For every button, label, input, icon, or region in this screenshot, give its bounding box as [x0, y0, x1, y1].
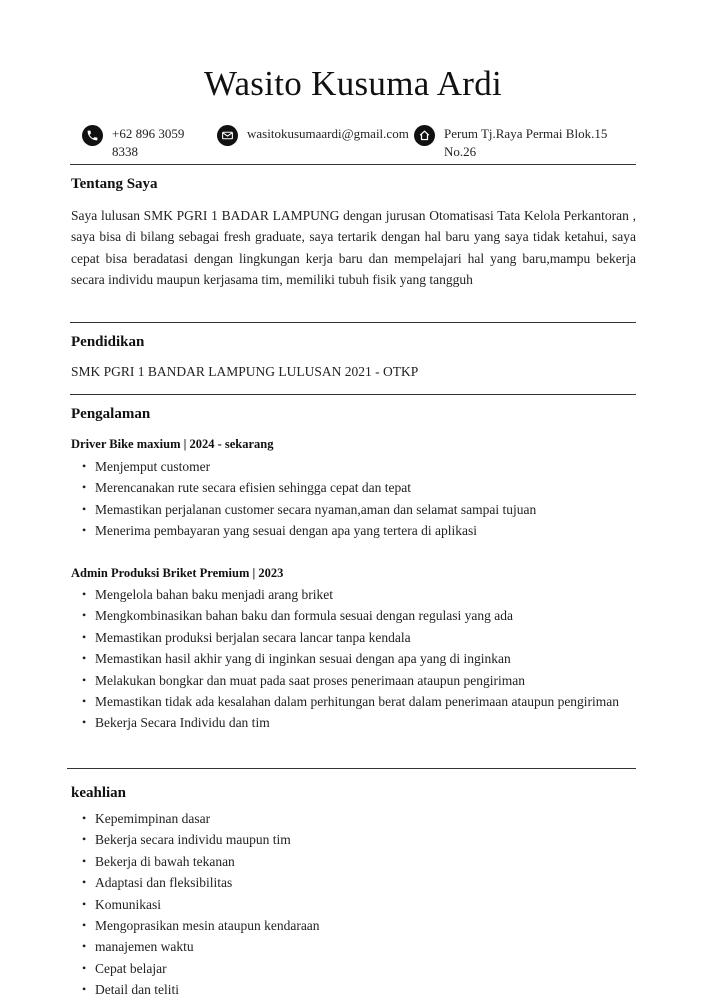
list-item: • Menerima pembayaran yang sesuai dengan apa yang tertera di aplikasi: [76, 520, 636, 541]
about-paragraph: Saya lulusan SMK PGRI 1 BADAR LAMPUNG dengan jurusan Otomatisasi Tata Kelola Perkantoran , saya bisa di bilang sebagai fresh graduate, saya tertarik dengan hal baru yang saya tidak ketahui, saya cepat bisa beradatasi dengan lingkungan kerja baru dan mempelajari hal yang baru,mampu bekerja secara individu maupun kerjasama tim, memiliki tubuh fisik yang tangguh: [71, 208, 636, 287]
list-item: • Mengkombinasikan bahan baku dan formula sesuai dengan regulasi yang ada: [76, 605, 636, 626]
contact-phone: [82, 125, 198, 161]
education-entry: SMK PGRI 1 BANDAR LAMPUNG LULUSAN 2021 - OTKP: [71, 364, 419, 379]
list-item: • Bekerja secara individu maupun tim: [76, 829, 636, 850]
contact-email: [217, 125, 407, 146]
list-item: • Merencanakan rute secara efisien sehingga cepat dan tepat: [76, 477, 636, 498]
list-item: • Memastikan hasil akhir yang di inginkan sesuai dengan apa yang di inginkan: [76, 648, 636, 669]
contact-address: [414, 125, 634, 161]
divider: [70, 164, 636, 165]
email-icon: [217, 125, 238, 146]
list-item: • Komunikasi: [76, 894, 636, 915]
list-item: • Melakukan bongkar dan muat pada saat proses penerimaan ataupun pengiriman: [76, 670, 636, 691]
job-duties-list: [76, 584, 636, 734]
address-text: Perum Tj.Raya Permai Blok.15 No.26: [444, 126, 608, 159]
list-item: • manajemen waktu: [76, 936, 636, 957]
list-item: • Bekerja Secara Individu dan tim: [76, 712, 636, 733]
list-item: • Memastikan perjalanan customer secara nyaman,aman dan selamat sampai tujuan: [76, 499, 636, 520]
list-item: • Adaptasi dan fleksibilitas: [76, 872, 636, 893]
about-heading: Tentang Saya: [71, 176, 158, 192]
phone-icon: [82, 125, 103, 146]
list-item: • Mengoprasikan mesin ataupun kendaraan: [76, 915, 636, 936]
candidate-name: Wasito Kusuma Ardi: [203, 64, 503, 103]
skills-list: [76, 808, 636, 1001]
education-heading: Pendidikan: [71, 334, 145, 350]
list-item: • Mengelola bahan baku menjadi arang briket: [76, 584, 636, 605]
list-item: • Kepemimpinan dasar: [76, 808, 636, 829]
email-address: wasitokusumaardi@gmail.com: [247, 126, 409, 141]
divider: [70, 394, 636, 395]
list-item: • Cepat belajar: [76, 958, 636, 979]
list-item: • Memastikan produksi berjalan secara lancar tanpa kendala: [76, 627, 636, 648]
job-title: Admin Produksi Briket Premium | 2023: [71, 566, 284, 580]
experience-heading: Pengalaman: [71, 406, 151, 422]
skills-heading: keahlian: [71, 785, 127, 801]
list-item: • Menjemput customer: [76, 456, 636, 477]
list-item: • Memastikan tidak ada kesalahan dalam perhitungan berat dalam penerimaan ataupun pengiriman: [76, 691, 636, 712]
job-title: Driver Bike maxium | 2024 - sekarang: [71, 437, 274, 451]
job-duties-list: [76, 456, 636, 542]
home-icon: [414, 125, 435, 146]
contact-row: [0, 125, 706, 165]
divider: [67, 768, 636, 769]
phone-number: +62 896 3059 8338: [112, 126, 185, 159]
list-item: • Bekerja di bawah tekanan: [76, 851, 636, 872]
divider: [70, 322, 636, 323]
list-item: • Detail dan teliti: [76, 979, 636, 1000]
